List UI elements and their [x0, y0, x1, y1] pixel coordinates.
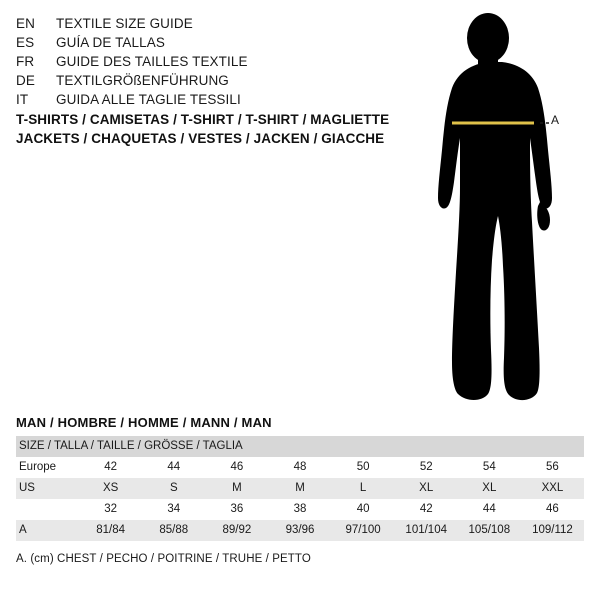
garment-types	[16, 110, 416, 148]
table-cell: 44	[458, 499, 521, 520]
table-cell: XL	[395, 478, 458, 499]
table-cell: XS	[79, 478, 142, 499]
measurement-marker-label: A	[551, 113, 560, 127]
language-code: IT	[16, 92, 29, 107]
language-code: ES	[16, 35, 35, 50]
table-cell: XL	[458, 478, 521, 499]
table-cell: 85/88	[142, 520, 205, 541]
language-row	[16, 14, 376, 33]
table-footnote: A. (cm) CHEST / PECHO / POITRINE / TRUHE / PETTO	[16, 553, 311, 565]
table-cell: 101/104	[395, 520, 458, 541]
language-text: GUÍA DE TALLAS	[56, 35, 165, 50]
garment-line-jackets: JACKETS / CHAQUETAS / VESTES / JACKEN / GIACCHE	[16, 131, 385, 146]
garment-line-tshirts: T-SHIRTS / CAMISETAS / T-SHIRT / T-SHIRT / MAGLIETTE	[16, 112, 390, 127]
table-cell: 42	[395, 499, 458, 520]
table-cell: 32	[79, 499, 142, 520]
row-label	[16, 499, 79, 520]
size-table	[16, 436, 584, 541]
table-cell: 44	[142, 457, 205, 478]
language-row	[16, 90, 376, 109]
table-row	[16, 499, 584, 520]
table-cell: 93/96	[268, 520, 331, 541]
table-cell: L	[332, 478, 395, 499]
table-cell: 56	[521, 457, 584, 478]
table-cell: 54	[458, 457, 521, 478]
table-cell: 81/84	[79, 520, 142, 541]
table-cell: 46	[205, 457, 268, 478]
table-cell: 48	[268, 457, 331, 478]
figure-illustration	[400, 10, 600, 410]
table-cell: M	[205, 478, 268, 499]
language-text: GUIDA ALLE TAGLIE TESSILI	[56, 92, 241, 107]
table-header-row	[16, 436, 584, 457]
language-row	[16, 71, 376, 90]
language-text: GUIDE DES TAILLES TEXTILE	[56, 54, 248, 69]
table-row	[16, 520, 584, 541]
table-cell: 34	[142, 499, 205, 520]
table-row	[16, 457, 584, 478]
table-cell: 46	[521, 499, 584, 520]
language-row	[16, 52, 376, 71]
row-label: US	[16, 478, 79, 499]
table-cell: S	[142, 478, 205, 499]
table-cell: XXL	[521, 478, 584, 499]
table-cell: 36	[205, 499, 268, 520]
table-cell: 105/108	[458, 520, 521, 541]
language-code: FR	[16, 54, 35, 69]
row-label: Europe	[16, 457, 79, 478]
table-cell: 50	[332, 457, 395, 478]
language-text: TEXTILGRÖßENFÜHRUNG	[56, 73, 229, 88]
language-row	[16, 33, 376, 52]
row-label: A	[16, 520, 79, 541]
table-row	[16, 478, 584, 499]
size-table-section	[16, 415, 584, 565]
table-group-title: MAN / HOMBRE / HOMME / MANN / MAN	[16, 415, 272, 430]
table-cell: 52	[395, 457, 458, 478]
table-cell: 42	[79, 457, 142, 478]
male-silhouette-icon	[400, 10, 600, 410]
language-list	[16, 14, 376, 109]
language-text: TEXTILE SIZE GUIDE	[56, 16, 193, 31]
table-cell: 109/112	[521, 520, 584, 541]
table-header-label: SIZE / TALLA / TAILLE / GRÖSSE / TAGLIA	[16, 436, 584, 457]
table-cell: 40	[332, 499, 395, 520]
table-cell: 38	[268, 499, 331, 520]
language-code: EN	[16, 16, 35, 31]
table-cell: M	[268, 478, 331, 499]
language-code: DE	[16, 73, 35, 88]
table-cell: 89/92	[205, 520, 268, 541]
table-cell: 97/100	[332, 520, 395, 541]
